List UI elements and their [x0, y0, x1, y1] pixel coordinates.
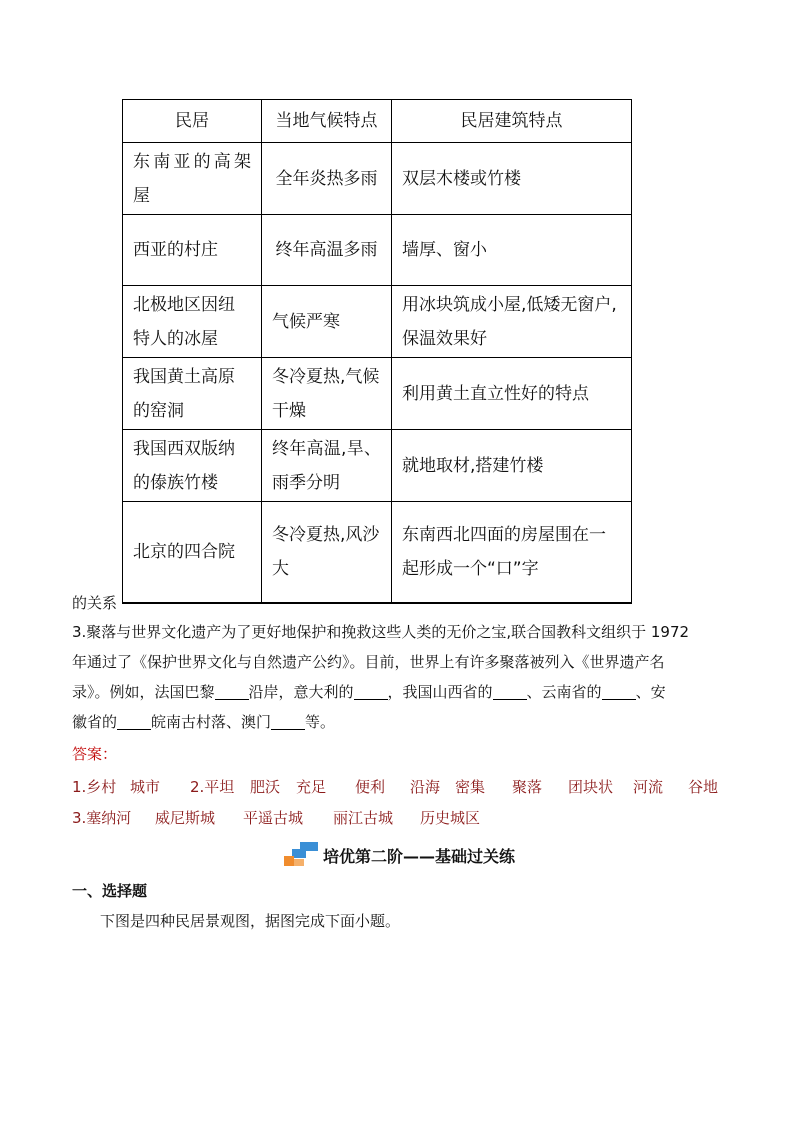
question-3-line-1: 3.聚落与世界文化遗产为了更好地保护和挽救这些人类的无价之宝,联合国教科文组织于 1972 — [72, 623, 690, 641]
header-architecture: 民居建筑特点 — [392, 100, 632, 143]
table-cell: 就地取材,搭建竹楼 — [392, 430, 632, 502]
answer-item: 谷地 — [688, 778, 719, 796]
answer-item: 肥沃 — [250, 778, 281, 796]
table-cell: 全年炎热多雨 — [262, 143, 392, 215]
answer-blank — [117, 713, 151, 730]
table-cell: 东南亚的高架屋 — [123, 143, 262, 215]
section-title: 培优第二阶——基础过关练 — [323, 847, 516, 866]
table-cell: 墙厚、窗小 — [392, 215, 632, 286]
table-row — [123, 502, 632, 604]
table-header-row — [123, 100, 632, 143]
answer-item: 1.乡村 — [72, 778, 117, 796]
header-dwelling: 民居 — [123, 100, 262, 143]
table-cell: 我国黄土高原的窑洞 — [123, 358, 262, 430]
relation-text: 的关系 — [72, 594, 118, 612]
answer-blank — [215, 683, 249, 700]
table-row — [123, 143, 632, 215]
answer-blank — [493, 683, 527, 700]
table-cell: 终年高温多雨 — [262, 215, 392, 286]
q3-text: 录》。例如，法国巴黎 — [72, 683, 215, 701]
answer-item: 平遥古城 — [243, 809, 304, 827]
answer-blank — [354, 683, 388, 700]
table-cell: 冬冷夏热,风沙大 — [262, 502, 392, 604]
section-logo-icon — [284, 842, 318, 868]
answer-item: 团块状 — [568, 778, 614, 796]
answer-item: 2.平坦 — [190, 778, 235, 796]
table-cell: 我国西双版纳的傣族竹楼 — [123, 430, 262, 502]
q3-text: 、云南省的 — [526, 683, 602, 701]
table-row — [123, 358, 632, 430]
table-cell: 冬冷夏热,气候干燥 — [262, 358, 392, 430]
q3-text: 徽省的 — [72, 713, 118, 731]
choice-intro: 下图是四种民居景观图，据图完成下面小题。 — [100, 912, 401, 930]
answer-item: 丽江古城 — [333, 809, 394, 827]
table-cell: 双层木楼或竹楼 — [392, 143, 632, 215]
answer-label: 答案： — [72, 745, 118, 763]
table-cell: 北京的四合院 — [123, 502, 262, 604]
table-cell: 东南西北四面的房屋围在一起形成一个“口”字 — [392, 502, 632, 604]
table-row — [123, 430, 632, 502]
answer-blank — [602, 683, 636, 700]
answer-blank — [271, 713, 305, 730]
answer-item: 威尼斯城 — [155, 809, 216, 827]
q3-text: 、安 — [635, 683, 666, 701]
table-cell: 气候严寒 — [262, 286, 392, 358]
q3-text: 皖南古村落、澳门 — [151, 713, 272, 731]
dwelling-climate-table — [122, 99, 632, 604]
table-cell: 利用黄土直立性好的特点 — [392, 358, 632, 430]
question-3-line-3 — [72, 677, 722, 707]
table-cell: 终年高温,旱、雨季分明 — [262, 430, 392, 502]
answer-item: 聚落 — [512, 778, 543, 796]
answer-item: 城市 — [130, 778, 161, 796]
choice-heading: 一、选择题 — [72, 882, 148, 900]
answer-item: 历史城区 — [420, 809, 481, 827]
answer-item: 便利 — [355, 778, 386, 796]
table-cell: 用冰块筑成小屋,低矮无窗户,保温效果好 — [392, 286, 632, 358]
table-row — [123, 286, 632, 358]
answer-item: 3.塞纳河 — [72, 809, 132, 827]
answer-item: 河流 — [633, 778, 664, 796]
question-3-line-2: 年通过了《保护世界文化与自然遗产公约》。目前，世界上有许多聚落被列入《世界遗产名 — [72, 653, 665, 671]
table-cell: 北极地区因纽特人的冰屋 — [123, 286, 262, 358]
header-climate: 当地气候特点 — [262, 100, 392, 143]
q3-text: 沿岸，意大利的 — [248, 683, 354, 701]
answer-item: 沿海 — [410, 778, 441, 796]
answer-item: 密集 — [455, 778, 486, 796]
table-cell: 西亚的村庄 — [123, 215, 262, 286]
q3-text: 等。 — [305, 713, 336, 731]
answer-item: 充足 — [296, 778, 327, 796]
q3-text: ，我国山西省的 — [387, 683, 493, 701]
table-row — [123, 215, 632, 286]
question-3-line-4 — [72, 707, 722, 737]
